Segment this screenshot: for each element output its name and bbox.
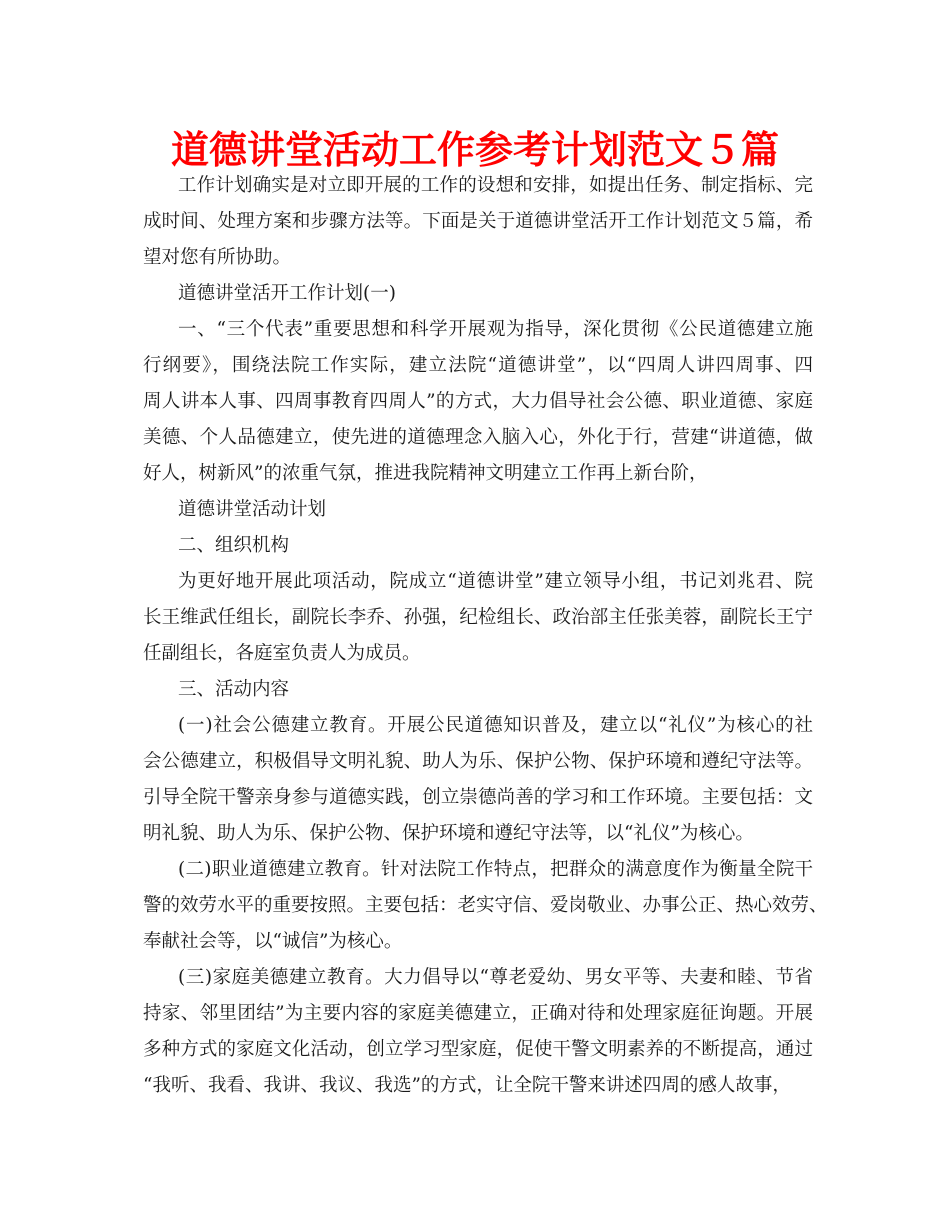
paragraph-line: 美德、个人品德建立，使先进的道德理念入脑入心，外化于行，营建“讲道德，做 (143, 427, 813, 448)
paragraph-line: 明礼貌、助人为乐、保护公物、保护环境和遵纪守法等，以“礼仪”为核心。 (143, 823, 754, 844)
paragraph-line: 会公德建立，积极倡导文明礼貌、助人为乐、保护公物、保护环境和遵纪守法等。 (143, 751, 813, 772)
paragraph-line: 多种方式的家庭文化活动，创立学习型家庭，促使干警文明素养的不断提高，通过 (143, 1039, 813, 1060)
paragraph-line: 成时间、处理方案和步骤方法等。下面是关于道德讲堂活开工作计划范文５篇，希 (143, 211, 813, 232)
paragraph-line: 奉献社会等，以“诚信”为核心。 (143, 931, 403, 952)
paragraph-line: 行纲要》，围绕法院工作实际，建立法院“道德讲堂”，以“四周人讲四周事、四 (143, 355, 813, 376)
paragraph-line: 任副组长，各庭室负责人为成员。 (143, 643, 421, 664)
section-heading: 道德讲堂活动计划 (178, 499, 327, 520)
paragraph-line: 警的效劳水平的重要按照。主要包括：老实守信、爱岗敬业、办事公正、热心效劳、 (143, 895, 828, 916)
paragraph-line: (三)家庭美德建立教育。大力倡导以“尊老爱幼、男女平等、夫妻和睦、节省 (178, 967, 813, 988)
paragraph-line: (一)社会公德建立教育。开展公民道德知识普及，建立以“礼仪”为核心的社 (178, 715, 813, 736)
section-heading: 道德讲堂活开工作计划(一) (178, 283, 396, 304)
document-title: 道德讲堂活动工作参考计划范文５篇 (170, 128, 779, 172)
paragraph-line: 长王维武任组长，副院长李乔、孙强，纪检组长、政治部主任张美蓉，副院长王宁 (143, 607, 813, 628)
paragraph-line: 引导全院干警亲身参与道德实践，创立崇德尚善的学习和工作环境。主要包括：文 (143, 787, 813, 808)
section-heading: 二、组织机构 (178, 535, 290, 556)
paragraph-line: (二)职业道德建立教育。针对法院工作特点，把群众的满意度作为衡量全院干 (178, 859, 813, 880)
paragraph-line: “我听、我看、我讲、我议、我选”的方式，让全院干警来讲述四周的感人故事， (143, 1075, 791, 1096)
paragraph-line: 为更好地开展此项活动，院成立“道德讲堂”建立领导小组，书记刘兆君、院 (178, 571, 813, 592)
paragraph-line: 持家、邻里团结”为主要内容的家庭美德建立，正确对待和处理家庭征询题。开展 (143, 1003, 813, 1024)
section-heading: 三、活动内容 (178, 679, 290, 700)
paragraph-line: 好人，树新风”的浓重气氛，推进我院精神文明建立工作再上新台阶， (143, 463, 708, 484)
paragraph-line: 望对您有所协助。 (143, 247, 292, 268)
paragraph-line: 周人讲本人事、四周事教育四周人”的方式，大力倡导社会公德、职业道德、家庭 (143, 391, 813, 412)
paragraph-line: 一、“三个代表”重要思想和科学开展观为指导，深化贯彻《公民道德建立施 (178, 319, 813, 340)
paragraph-line: 工作计划确实是对立即开展的工作的设想和安排，如提出任务、制定指标、完 (178, 175, 813, 196)
